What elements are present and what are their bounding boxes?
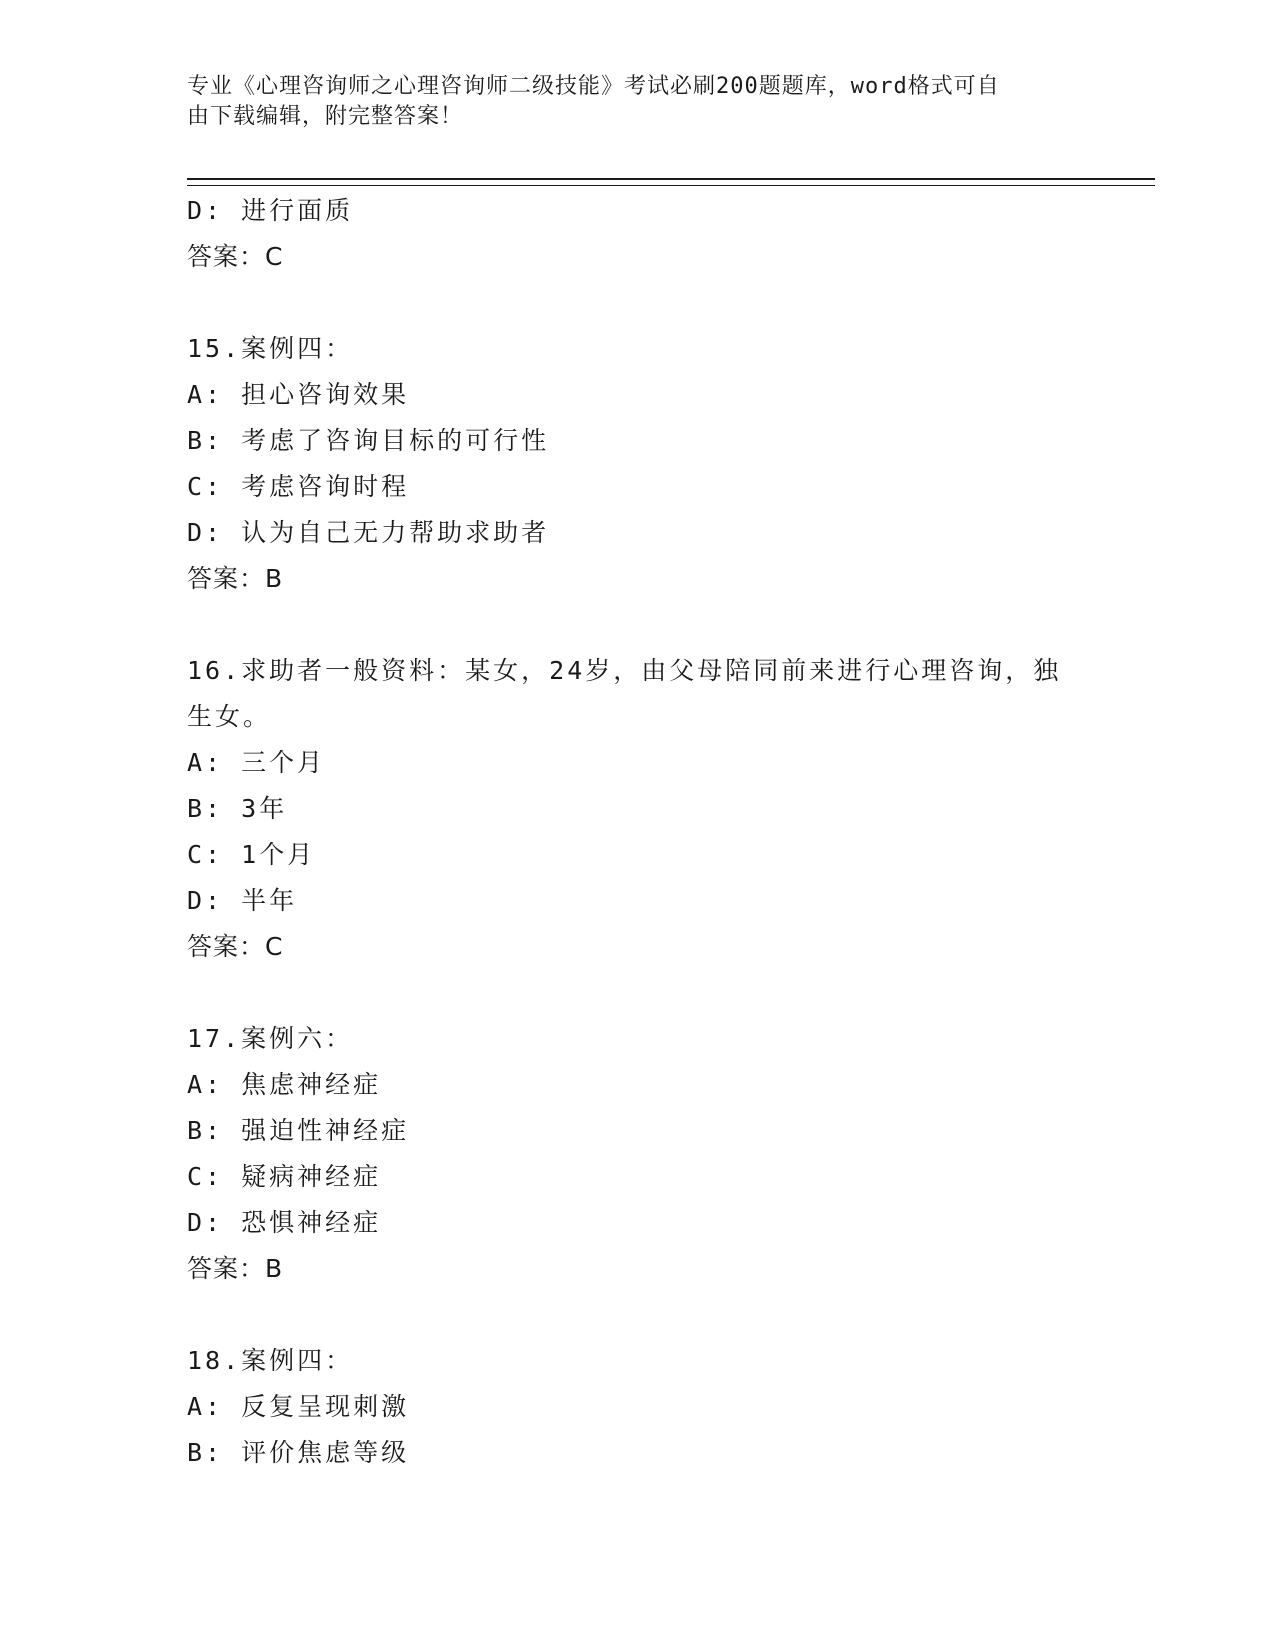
spacer xyxy=(187,602,1155,648)
option-b: B: 3年 xyxy=(187,794,288,823)
question-block-15 xyxy=(187,326,1155,602)
header-line-2: 由下载编辑，附完整答案！ xyxy=(187,104,464,129)
document-header xyxy=(187,72,1087,132)
header-divider xyxy=(187,178,1155,186)
question-stem: 18.案例四： xyxy=(187,1346,354,1375)
question-block-17 xyxy=(187,1016,1155,1292)
option-b: B: 考虑了咨询目标的可行性 xyxy=(187,426,550,455)
question-block-prev xyxy=(187,188,1155,280)
spacer xyxy=(187,280,1155,326)
question-stem: 17.案例六： xyxy=(187,1024,354,1053)
option-c: C: 考虑咨询时程 xyxy=(187,472,410,501)
option-d: D: 认为自己无力帮助求助者 xyxy=(187,518,550,547)
question-block-18 xyxy=(187,1338,1155,1476)
option-b: B: 评价焦虑等级 xyxy=(187,1438,410,1467)
option-a: A: 担心咨询效果 xyxy=(187,380,410,409)
question-stem-line-2: 生女。 xyxy=(187,702,272,731)
option-a: A: 焦虑神经症 xyxy=(187,1070,382,1099)
spacer xyxy=(187,970,1155,1016)
option-d: D: 半年 xyxy=(187,886,298,915)
answer-line: 答案：C xyxy=(187,932,284,961)
option-c: C: 1个月 xyxy=(187,840,316,869)
question-stem: 15.案例四： xyxy=(187,334,354,363)
option-c: C: 疑病神经症 xyxy=(187,1162,382,1191)
option-b: B: 强迫性神经症 xyxy=(187,1116,410,1145)
header-line-1: 专业《心理咨询师之心理咨询师二级技能》考试必刷200题题库，word格式可自 xyxy=(187,74,1000,99)
option-a: A: 反复呈现刺激 xyxy=(187,1392,410,1421)
answer-line: 答案：B xyxy=(187,1254,284,1283)
question-stem-line-1: 16.求助者一般资料：某女，24岁，由父母陪同前来进行心理咨询，独 xyxy=(187,656,1062,685)
option-a: A: 三个月 xyxy=(187,748,326,777)
option-d: D: 恐惧神经症 xyxy=(187,1208,382,1237)
spacer xyxy=(187,1292,1155,1338)
question-block-16 xyxy=(187,648,1155,970)
answer-line: 答案：C xyxy=(187,242,284,271)
option-d: D: 进行面质 xyxy=(187,196,354,225)
question-list xyxy=(187,188,1155,1476)
answer-line: 答案：B xyxy=(187,564,284,593)
